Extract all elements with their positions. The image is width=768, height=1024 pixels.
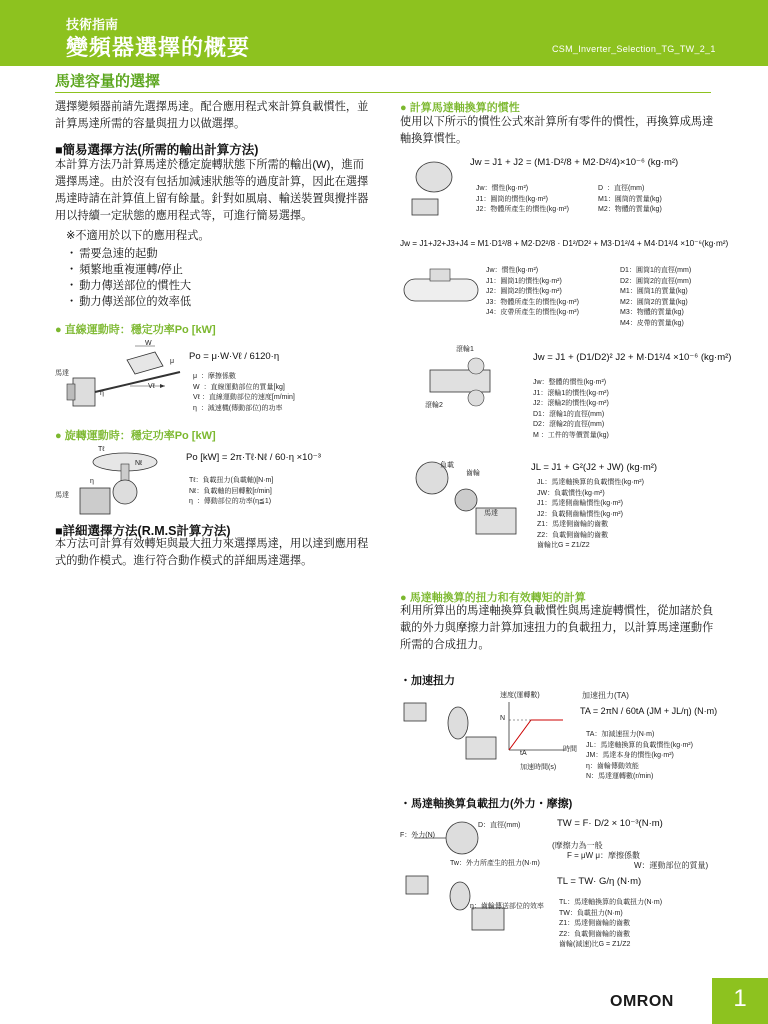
gear-diagram: [404, 456, 522, 542]
rotary-formula: Po [kW] = 2π·Tℓ·Nℓ / 60·η ×10⁻³: [186, 452, 321, 463]
page-title: 變頻器選擇的概要: [66, 35, 251, 60]
detail-method-text: 本方法可計算有效轉矩與最大扭力來選擇馬達，用以達到應用程式的動作模式。進行符合動作模式的詳細馬達選擇。: [55, 538, 369, 567]
f2-legend-right: D1：圓筒1的直徑(mm) D2：圓筒2的直徑(mm) M1：圓筒1的質量(kg) M2：圓筒2的質量(kg) M3：物體的質量(kg) M4：皮帶的質量(kg): [620, 267, 692, 327]
list-item: ・ 需要急速的起動: [66, 246, 191, 262]
f1-legend-right: D ：直徑(mm) M1：圓筒的質量(kg) M2：物體的質量(kg): [598, 185, 662, 213]
cylinder-diagram: [404, 155, 466, 220]
load-formula: TW = F· D/2 × 10⁻³(N·m): [557, 818, 663, 829]
chart-ta-label: tA: [520, 750, 527, 757]
inertia-text: 使用以下所示的慣性公式來計算所有零件的慣性，再換算成馬達軸換算慣性。: [400, 116, 714, 145]
doc-code: CSM_Inverter_Selection_TG_TW_2_1: [552, 44, 716, 54]
load-label: 負載: [440, 462, 454, 469]
inertia-formula-2: Jw = J1+J2+J3+J4 = M1·D1²/8 + M2·D2²/8 · D1²/D2² + M3·D1²/4 + M4·D1²/4 ×10⁻⁶(kg·m²): [400, 239, 729, 248]
linear-formula: Po = μ·W·Vℓ / 6120·η: [189, 351, 280, 362]
rotary-legend: Tℓ：負載扭力(負載軸)[N·m] Nℓ：負載軸的回轉數[r/min] η ：傳動部位的功率(η≦1): [189, 477, 274, 505]
header-banner: [0, 0, 768, 66]
motor-label: 馬達: [55, 492, 69, 499]
vl-label: Vℓ: [148, 383, 155, 390]
intro-text: 選擇變頻器前請先選擇馬達。配合應用程式來計算負載慣性，並計算馬達所需的容量與扭力以做選擇。: [55, 101, 369, 130]
tl-formula: TL = TW· G/η (N·m): [557, 876, 642, 887]
roller-diagram: [416, 344, 516, 422]
speed-time-chart: [505, 700, 567, 762]
not-applicable-note: ※不適用於以下的應用程式。: [66, 230, 210, 242]
list-item: ・ 動力傳送部位的效率低: [66, 294, 191, 310]
eta-label: η: [100, 390, 104, 397]
omron-logo: OMRON: [610, 993, 674, 1010]
rotary-motion-diagram: [55, 444, 185, 519]
f2-legend-left: Jw：慣性(kg·m²) J1：圓筒1的慣性(kg·m²) J2：圓筒2的慣性(kg·m²) J3：物體所產生的慣性(kg·m²) J4：皮帶所產生的慣性(kg·m²): [486, 267, 579, 316]
mu-label: μ: [170, 358, 175, 365]
inertia-formula-4: JL = J1 + G²(J2 + JW) (kg·m²): [531, 462, 658, 473]
page-number: 1: [733, 985, 747, 1012]
motor-label: 馬達: [55, 370, 69, 377]
exclusion-list: [66, 246, 191, 310]
f1-legend-left: Jw：慣性(kg·m²) J1：圓筒的慣性(kg·m²) J2：物體所產生的慣性(kg·m²): [476, 185, 569, 213]
inertia-formula-1: Jw = J1 + J2 = (M1·D²/8 + M2·D²/4)×10⁻⁶ (kg·m²): [470, 157, 679, 168]
chart-xlabel: 時間: [563, 746, 577, 753]
rotary-motion-title: ● 旋轉運動時：穩定功率Po [kW]: [55, 430, 216, 442]
nl-label: Nℓ: [135, 460, 143, 467]
load-sub-1: (摩擦力為一般: [552, 841, 603, 850]
torque-title: ● 馬達軸換算的扭力和有效轉矩的計算: [400, 592, 586, 604]
diameter-label: D：直徑(mm): [478, 822, 521, 829]
load-torque-heading: ・馬達軸換算負載扭力(外力・摩擦): [400, 798, 573, 810]
simple-method-text: 本計算方法乃計算馬達於穩定旋轉狀態下所需的輸出(W)，進而選擇馬達。由於沒有包括加減速狀態等的過度計算，因此在選擇馬達時請在計算值上留有餘量。針對如風扇、輸送裝置與攪拌器用以持續一定狀態的應用程式等，可進行簡易選擇。: [55, 159, 369, 222]
linear-motion-diagram: [55, 338, 185, 418]
chart-n-label: N: [500, 715, 506, 722]
f4-legend: JL：馬達軸換算的負載慣性(kg·m²) JW：負載慣性(kg·m²) J1：馬達側齒輪慣性(kg·m²) J2：負載側齒輪慣性(kg·m²) Z1：馬達側齒輪的齒數 Z2：負載側齒輪的齒數 齒輪比G = Z1/Z2: [537, 479, 644, 549]
linear-legend: μ ：摩擦係數 W ：直線運動部位的質量[kg] Vℓ ：直線運動部位的速度[m/min] η ：減速機(傳動部位)的功率: [193, 373, 295, 412]
inertia-formula-3: Jw = J1 + (D1/D2)² J2 + M·D1²/4 ×10⁻⁶ (kg·m²): [533, 352, 732, 363]
linear-motion-title: ● 直線運動時：穩定功率Po [kW]: [55, 324, 216, 336]
section-title: 馬達容量的選擇: [55, 73, 161, 90]
accel-formula-title: 加速扭力(TA): [582, 691, 629, 700]
section-divider: [55, 92, 711, 93]
accel-legend: TA：加減速扭力(N·m) JL：馬達軸換算的負載慣性(kg·m²) JM：馬達本身的慣性(kg·m²) η：齒輪傳動效能 N：馬達運轉數(r/min): [586, 731, 693, 780]
detail-method-heading: ■詳細選擇方法(R.M.S計算方法): [55, 524, 231, 538]
list-item: ・ 動力傳送部位的慣性大: [66, 278, 191, 294]
motor-label: 馬達: [484, 510, 498, 517]
accel-formula: TA = 2πN / 60tA (JM + JL/η) (N·m): [580, 706, 718, 716]
list-item: ・ 頻繁地重複運轉/停止: [66, 262, 191, 278]
gear-eta-label: η：齒輪傳送部位的效率: [470, 903, 544, 910]
tl-legend: TL：馬達軸換算的負載扭力(N·m) TW：負載扭力(N·m) Z1：馬達側齒輪的齒數 Z2：負載側齒輪的齒數 齒輪(減速)比G = Z1/Z2: [559, 899, 663, 948]
simple-method-heading: ■簡易選擇方法(所需的輸出計算方法): [55, 143, 259, 157]
eta-label: η: [90, 478, 94, 485]
chart-accel-time: 加速時間(s): [520, 764, 557, 771]
gear-label: 齒輪: [466, 470, 480, 477]
inertia-title: ● 計算馬達軸換算的慣性: [400, 102, 520, 114]
belt-conveyor-diagram: [400, 265, 482, 320]
accel-mechanism-diagram: [400, 695, 500, 765]
chart-ylabel: 速度(運轉數): [500, 692, 540, 699]
tw-label: Tw：外力所產生的扭力(N·m): [450, 860, 540, 867]
w-label: W: [145, 340, 152, 347]
accel-torque-heading: ・加速扭力: [400, 675, 455, 687]
f3-legend: Jw：整體的慣性(kg·m²) J1：滾輪1的慣性(kg·m²) J2：滾輪2的慣性(kg·m²) D1：滾輪1的直徑(mm) D2：滾輪2的直徑(mm) M ：工件的等價質量(kg): [533, 379, 609, 439]
tl-label: Tℓ: [98, 446, 105, 453]
torque-text: 利用所算出的馬達軸換算負載慣性與馬達旋轉慣性，從加諸於負載的外力與摩擦力計算加速扭力的負載扭力，以計算馬達運動作所需的合成扭力。: [400, 605, 714, 651]
load-sub-2: F = μW μ：摩擦係數: [567, 851, 640, 860]
load-sub-3: W：運動部位的質量): [634, 861, 709, 870]
force-label: F：外力(N): [400, 832, 435, 839]
roller1-label: 滾輪1: [456, 346, 474, 353]
roller2-label: 滾輪2: [425, 402, 443, 409]
header-subtitle: 技術指南: [66, 17, 119, 32]
